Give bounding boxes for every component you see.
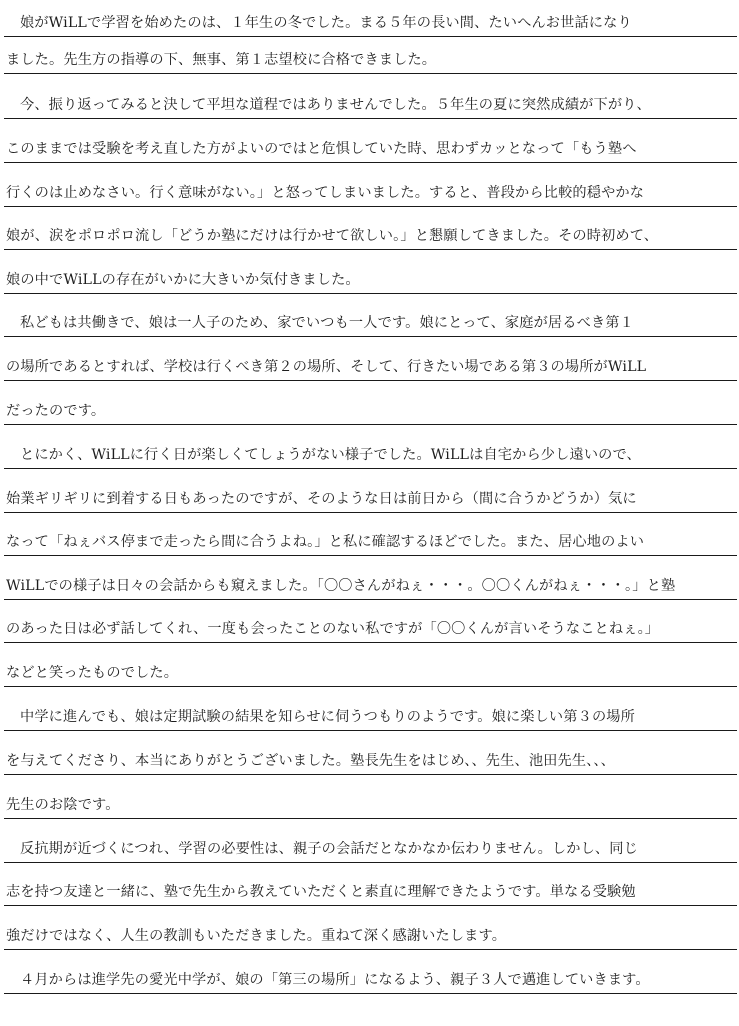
line-text: を与えてくださり、本当にありがとうございました。塾長先生をはじめ、、先生、池田先生、、、 [6,753,615,769]
line-text: ました。先生方の指導の下、無事、第１志望校に合格できました。 [6,52,437,68]
text-line-3 [4,82,737,119]
line-text: のあった日は必ず話してくれ、一度も会ったことのない私ですが「〇〇くんが言いそうなことねぇ。」 [6,621,660,637]
text-line-17 [4,694,737,731]
text-line-15 [4,606,737,643]
text-line-16 [4,650,737,687]
line-text: 私どもは共働きで、娘は一人子のため、家でいつも一人です。娘にとって、家庭が居るべき第１ [20,315,634,331]
line-text: WiLLでの様子は日々の会話からも窺えました。「〇〇さんがねぇ・・・。〇〇くんがねぇ・・・。」と塾 [6,578,676,594]
line-text: 娘が、涙をポロポロ流し「どうか塾にだけは行かせて欲しい。」と懇願してきました。その時初めて、 [6,228,659,244]
text-line-4 [4,126,737,163]
line-text: 中学に進んでも、娘は定期試験の結果を知らせに伺うつもりのようです。娘に楽しい第３の場所 [20,709,635,725]
text-line-23 [4,957,737,994]
line-text: 始業ギリギリに到着する日もあったのですが、そのような日は前日から（間に合うかどうか）気に [6,491,637,507]
text-line-1 [4,0,737,37]
text-line-5 [4,170,737,207]
line-text: 反抗期が近づくにつれ、学習の必要性は、親子の会話だとなかなか伝わりません。しかし、同じ [20,841,638,857]
text-line-6 [4,213,737,250]
text-line-19 [4,782,737,819]
line-text: 娘がWiLLで学習を始めたのは、１年生の冬でした。まる５年の長い間、たいへんお世話になり [20,15,632,31]
text-line-14 [4,563,737,600]
text-line-20 [4,826,737,863]
text-line-11 [4,432,737,469]
text-line-13 [4,519,737,556]
line-text: だったのです。 [6,403,106,419]
line-text: このままでは受験を考え直した方がよいのではと危惧していた時、思わずカッとなって「もう塾へ [6,141,637,157]
text-line-22 [4,913,737,950]
text-line-8 [4,300,737,337]
line-text: とにかく、WiLLに行く日が楽しくてしょうがない様子でした。WiLLは自宅から少し遠いので、 [20,447,641,463]
line-text: 娘の中でWiLLの存在がいかに大きいか気付きました。 [6,272,360,288]
line-text: 強だけではなく、人生の教訓もいただきました。重ねて深く感謝いたします。 [6,928,507,944]
line-text: などと笑ったものでした。 [6,665,179,681]
text-line-9 [4,344,737,381]
text-line-10 [4,388,737,425]
line-text: 今、振り返ってみると決して平坦な道程ではありませんでした。５年生の夏に突然成績が下がり、 [20,97,651,113]
text-line-18 [4,738,737,775]
line-text: ４月からは進学先の愛光中学が、娘の「第三の場所」になるよう、親子３人で邁進していきます。 [20,972,650,988]
line-text: なって「ねぇバス停まで走ったら間に合うよね。」と私に確認するほどでした。また、居心地のよい [6,534,645,550]
line-text: 先生のお陰です。 [6,797,120,813]
line-text: 行くのは止めなさい。行く意味がない。」と怒ってしまいました。すると、普段から比較的穏やかな [6,185,645,201]
text-line-7 [4,257,737,294]
line-text: の場所であるとすれば、学校は行くべき第２の場所、そして、行きたい場である第３の場所がWiLL [6,359,647,375]
text-line-21 [4,869,737,906]
text-line-12 [4,476,737,513]
text-line-2 [4,37,737,74]
line-text: 志を持つ友達と一緒に、塾で先生から教えていただくと素直に理解できたようです。単なる受験勉 [6,884,636,900]
